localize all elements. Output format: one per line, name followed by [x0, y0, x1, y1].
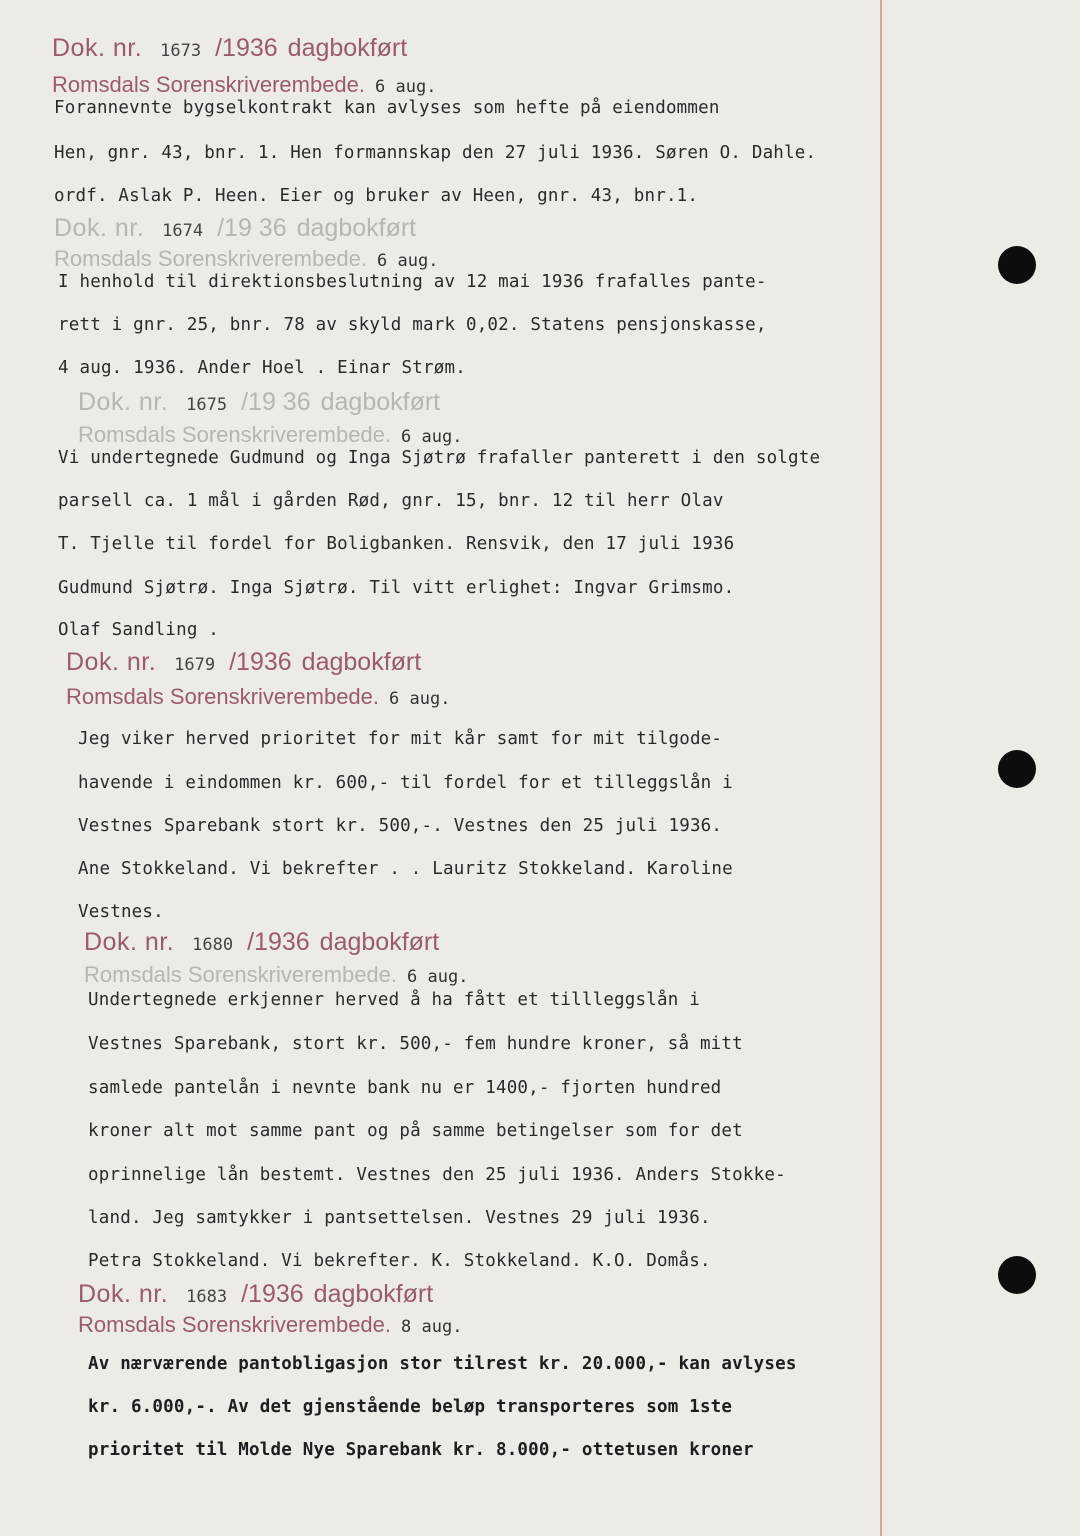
text-line: Av nærværende pantobligasjon stor tilrest kr. 20.000,- kan avlyses — [88, 1354, 797, 1374]
stamp-year: /1936 — [229, 648, 292, 676]
stamp-label: dagbokført — [296, 214, 417, 242]
stamp-year: /1936 — [215, 34, 278, 62]
stamp-number: 1680 — [192, 935, 234, 955]
text-line: Vi undertegnede Gudmund og Inga Sjøtrø frafaller panterett i den solgte — [58, 448, 821, 468]
text-line: land. Jeg samtykker i pantsettelsen. Vestnes 29 juli 1936. — [88, 1208, 711, 1228]
office-name: Romsdals Sorenskriverembede. — [54, 246, 368, 271]
text-line: Vestnes Sparebank stort kr. 500,-. Vestnes den 25 juli 1936. — [78, 816, 723, 836]
text-line: Olaf Sandling . — [58, 620, 220, 640]
stamp-prefix: Dok. nr. — [66, 648, 157, 676]
office-date: 8 aug. — [401, 1317, 463, 1337]
text-line: samlede pantelån i nevnte bank nu er 1400,- fjorten hundred — [88, 1078, 722, 1098]
stamp-number: 1683 — [186, 1287, 228, 1307]
office-date: 6 aug. — [389, 689, 451, 709]
stamp-label: dagbokført — [320, 388, 441, 416]
text-line: prioritet til Molde Nye Sparebank kr. 8.000,- ottetusen kroner — [88, 1440, 754, 1460]
office-stamp — [78, 422, 462, 448]
text-line: 4 aug. 1936. Ander Hoel . Einar Strøm. — [58, 358, 466, 378]
text-line: ordf. Aslak P. Heen. Eier og bruker av Heen, gnr. 43, bnr.1. — [54, 186, 699, 206]
office-date: 6 aug. — [375, 77, 437, 97]
office-name: Romsdals Sorenskriverembede. — [78, 422, 392, 447]
office-stamp — [84, 962, 468, 988]
stamp-number: 1674 — [162, 221, 204, 241]
stamp-prefix: Dok. nr. — [84, 928, 175, 956]
stamp-label: dagbokført — [313, 1280, 434, 1308]
margin-line — [880, 0, 882, 1536]
punch-hole — [998, 1256, 1036, 1294]
office-date: 6 aug. — [377, 251, 439, 271]
stamp-prefix: Dok. nr. — [78, 1280, 169, 1308]
stamp-year: /1936 — [241, 1280, 304, 1308]
text-line: Gudmund Sjøtrø. Inga Sjøtrø. Til vitt erlighet: Ingvar Grimsmo. — [58, 578, 735, 598]
dok-stamp — [52, 34, 407, 63]
office-date: 6 aug. — [407, 967, 469, 987]
office-name: Romsdals Sorenskriverembede. — [84, 962, 398, 987]
text-line: Vestnes. — [78, 902, 164, 922]
dok-stamp — [54, 214, 416, 243]
text-line: I henhold til direktionsbeslutning av 12 mai 1936 frafalles pante- — [58, 272, 767, 292]
stamp-year: /19 36 — [217, 214, 287, 242]
office-stamp — [66, 684, 450, 710]
text-line: Petra Stokkeland. Vi bekrefter. K. Stokkeland. K.O. Domås. — [88, 1251, 711, 1271]
text-line: oprinnelige lån bestemt. Vestnes den 25 juli 1936. Anders Stokke- — [88, 1165, 786, 1185]
text-line: Ane Stokkeland. Vi bekrefter . . Lauritz Stokkeland. Karoline — [78, 859, 733, 879]
stamp-prefix: Dok. nr. — [78, 388, 169, 416]
text-line: Hen, gnr. 43, bnr. 1. Hen formannskap den 27 juli 1936. Søren O. Dahle. — [54, 143, 817, 163]
text-line: Vestnes Sparebank, stort kr. 500,- fem hundre kroner, så mitt — [88, 1034, 743, 1054]
text-line: kroner alt mot samme pant og på samme betingelser som for det — [88, 1121, 743, 1141]
office-name: Romsdals Sorenskriverembede. — [78, 1312, 392, 1337]
text-line: parsell ca. 1 mål i gården Rød, gnr. 15, bnr. 12 til herr Olav — [58, 491, 724, 511]
stamp-year: /1936 — [247, 928, 310, 956]
office-stamp — [54, 246, 438, 272]
office-stamp — [78, 1312, 462, 1338]
stamp-number: 1679 — [174, 655, 216, 675]
stamp-number: 1675 — [186, 395, 228, 415]
dok-stamp — [78, 1280, 433, 1309]
stamp-prefix: Dok. nr. — [52, 34, 143, 62]
dok-stamp — [66, 648, 421, 677]
stamp-year: /19 36 — [241, 388, 311, 416]
text-line: Undertegnede erkjenner herved å ha fått et tillleggslån i — [88, 990, 700, 1010]
punch-hole — [998, 246, 1036, 284]
stamp-label: dagbokført — [287, 34, 408, 62]
dok-stamp — [78, 388, 440, 417]
stamp-label: dagbokført — [301, 648, 422, 676]
text-line: Jeg viker herved prioritet for mit kår samt for mit tilgode- — [78, 729, 723, 749]
office-name: Romsdals Sorenskriverembede. — [66, 684, 380, 709]
text-line: kr. 6.000,-. Av det gjenstående beløp transporteres som 1ste — [88, 1397, 733, 1417]
dok-stamp — [84, 928, 439, 957]
punch-hole — [998, 750, 1036, 788]
office-name: Romsdals Sorenskriverembede. — [52, 72, 366, 97]
text-line: rett i gnr. 25, bnr. 78 av skyld mark 0,02. Statens pensjonskasse, — [58, 315, 767, 335]
stamp-label: dagbokført — [319, 928, 440, 956]
text-line: Forannevnte bygselkontrakt kan avlyses som hefte på eiendommen — [54, 98, 720, 118]
office-date: 6 aug. — [401, 427, 463, 447]
stamp-prefix: Dok. nr. — [54, 214, 145, 242]
text-line: T. Tjelle til fordel for Boligbanken. Rensvik, den 17 juli 1936 — [58, 534, 735, 554]
text-line: havende i eindommen kr. 600,- til fordel for et tilleggslån i — [78, 773, 733, 793]
stamp-number: 1673 — [160, 41, 202, 61]
office-stamp — [52, 72, 436, 98]
